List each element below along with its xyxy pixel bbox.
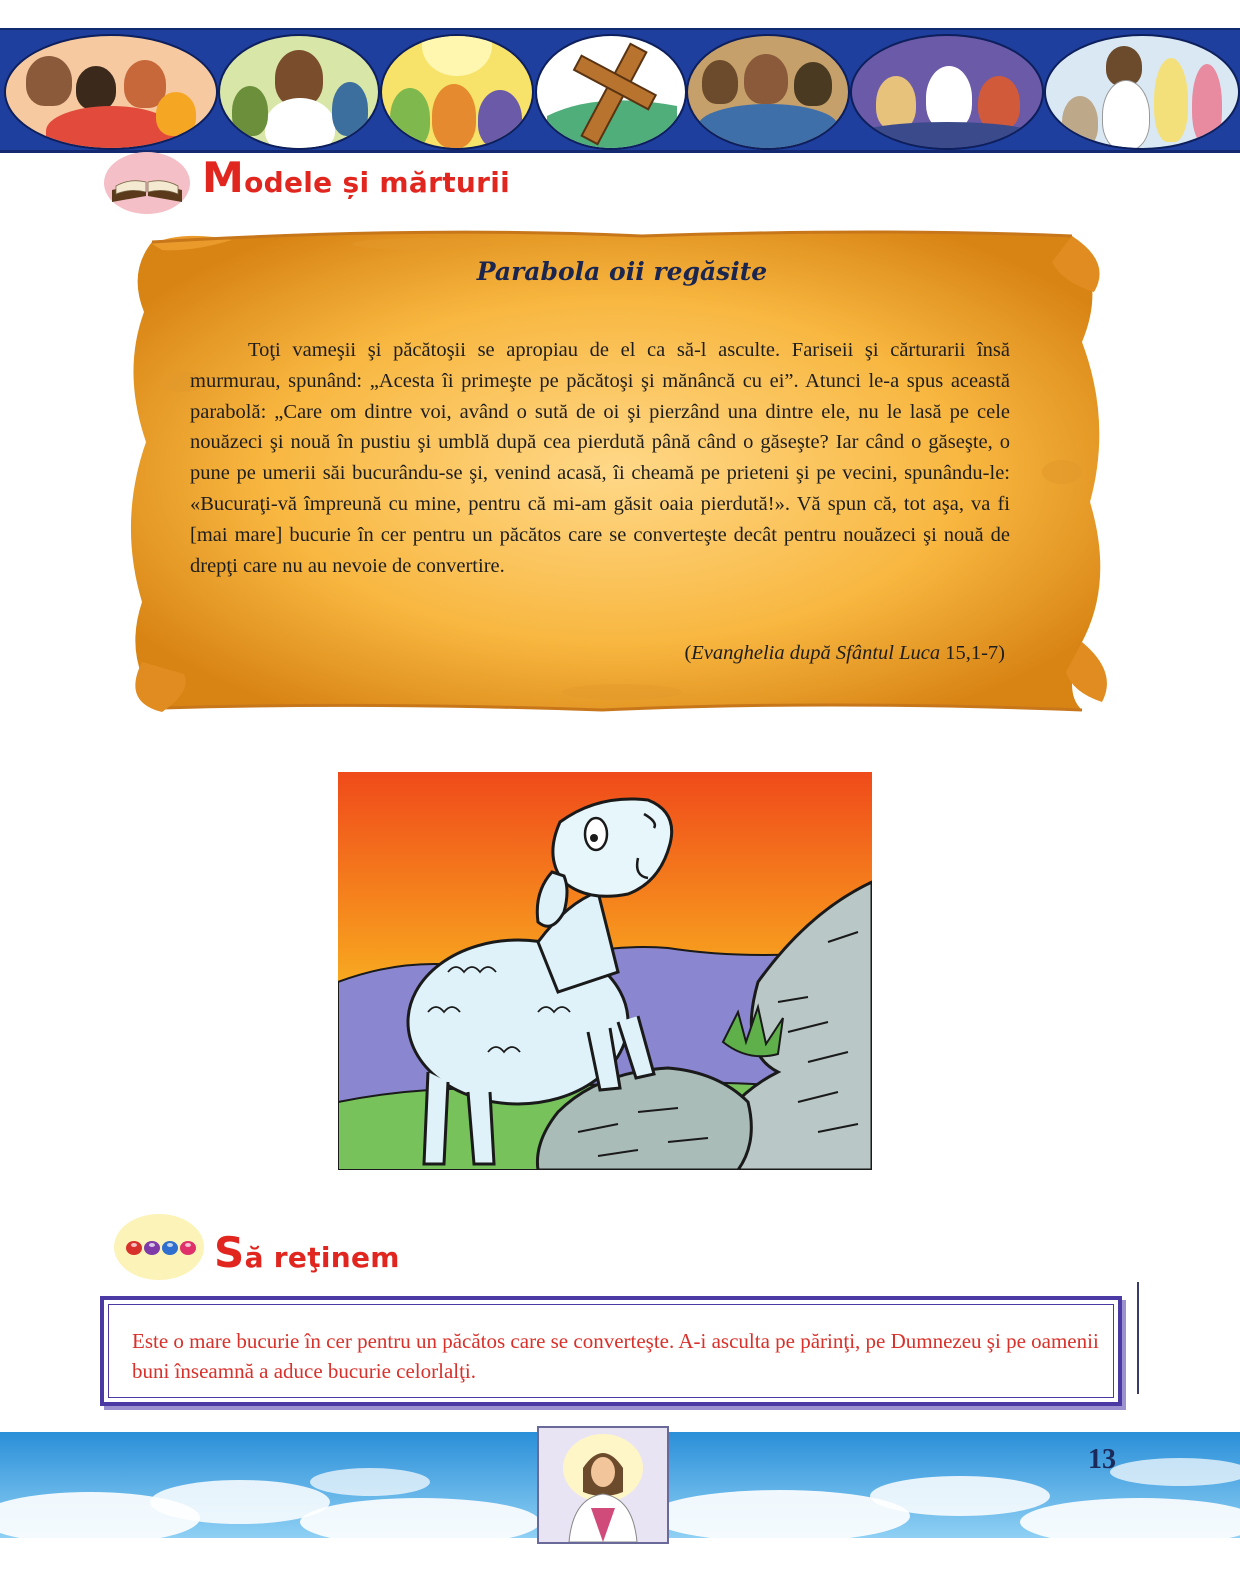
- parable-title: Parabola oii regăsite: [476, 257, 768, 286]
- remember-text: Este o mare bucurie în cer pentru un păcătos care se converteşte. A-i asculta pe părinţi, pe Dumnezeu şi pe oamenii buni înseamnă a aduce bucurie celorlalţi.: [132, 1329, 1099, 1383]
- colored-beads-icon: [114, 1214, 204, 1280]
- top-banner: [0, 28, 1240, 153]
- reference-open: (: [684, 642, 692, 664]
- lost-sheep-illustration: [338, 772, 872, 1170]
- banner-children-icon: [4, 34, 218, 150]
- remember-box: [100, 1296, 1122, 1406]
- reference-book: Evanghelia după Sfântul Luca: [691, 642, 941, 664]
- banner-jesus-walking-icon: [1044, 34, 1240, 150]
- banner-crowd-sun-icon: [380, 34, 534, 150]
- reference-verse: 15,1-7): [940, 642, 1005, 664]
- section-title-cap: S: [214, 1228, 245, 1277]
- banner-jesus-people-icon: [218, 34, 380, 150]
- banner-supper-icon: [686, 34, 850, 150]
- section-title-models: [202, 153, 510, 202]
- parchment-scroll: [122, 222, 1122, 722]
- parable-reference: [190, 642, 1005, 665]
- section-title-rest: odele și mărturii: [244, 166, 511, 199]
- open-bible-icon: [104, 152, 190, 214]
- page-number: 13: [1088, 1444, 1116, 1475]
- parable-text: Toţi vameşii şi păcătoşii se apropiau de el ca să-l asculte. Fariseii şi cărturarii însă murmurau, spunând: „Acesta îi primeşte pe păcătoşi şi mănâncă cu ei”. Atunci le-a spus această parabolă: „Care om dintre voi, având o sută de oi şi pierzând una dintre ele, nu le lasă pe cele nouăzeci şi nouă în pustiu şi umblă după cea pierdută până când o găseşte? Iar când o găseşte, o pune pe umerii săi bucurându-se şi, venind acasă, îi cheamă pe prieteni şi pe vecini, spunându-le: «Bucuraţi-vă împreună cu mine, pentru că mi-am găsit oaia pierdută!». Vă spun că, tot aşa, va fi [mai mare] bucurie în cer pentru un păcătos care se converteşte decât pentru nouăzeci şi nouă de drepţi care nu au nevoie de convertire.: [190, 339, 1010, 577]
- section-title-rest: ă reţinem: [244, 1241, 400, 1274]
- section-title-remember: [214, 1228, 400, 1277]
- banner-cross-icon: [535, 34, 687, 150]
- banner-storm-icon: [850, 34, 1044, 150]
- section-title-cap: M: [202, 153, 245, 202]
- jesus-portrait-icon: [537, 1426, 669, 1544]
- side-divider: [1137, 1282, 1139, 1394]
